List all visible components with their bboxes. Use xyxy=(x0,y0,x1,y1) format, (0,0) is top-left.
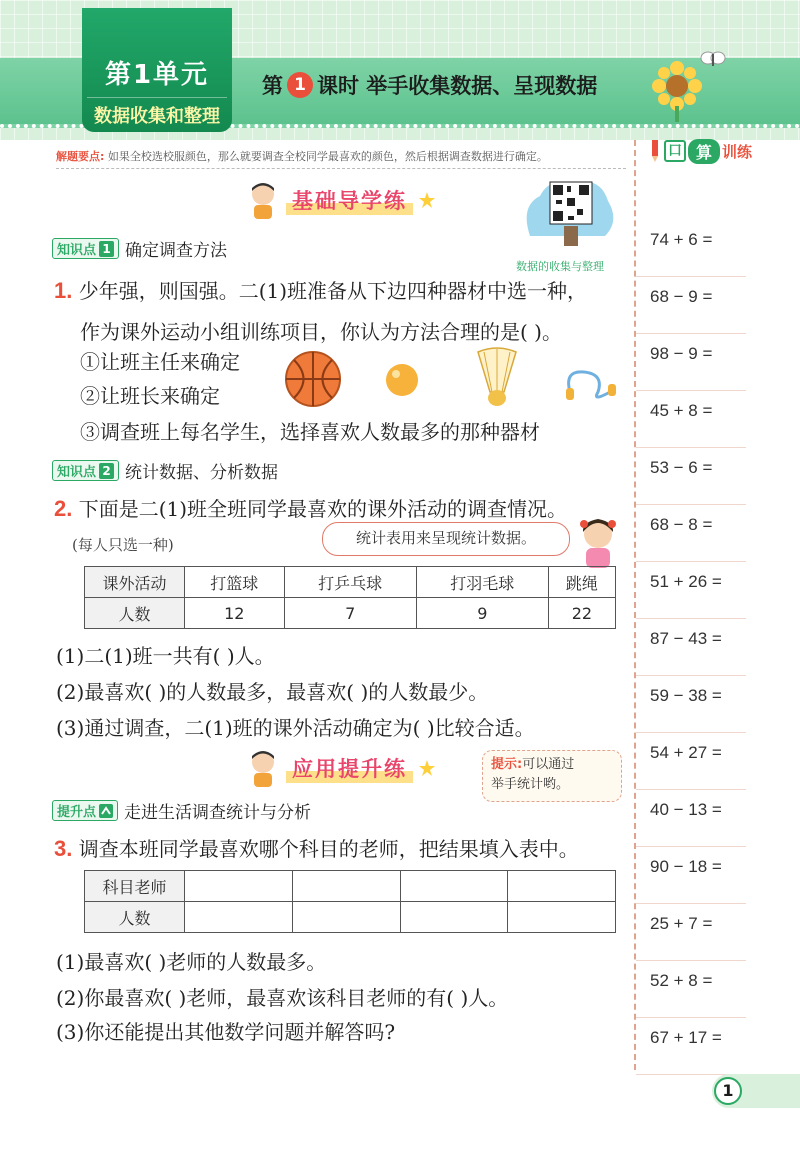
pencil-icon xyxy=(648,140,662,162)
question-2-number: 2. xyxy=(54,496,73,521)
calc-item: 54 + 27 = xyxy=(636,733,746,790)
question-1-line2: 作为课外运动小组训练项目，你认为方法合理的是( )。 xyxy=(80,320,562,344)
page-header xyxy=(0,0,800,140)
question-2-note: (每人只选一种) xyxy=(72,536,174,554)
oral-label-b: 算 xyxy=(688,139,720,164)
tip-text: 如果全校选校服颜色，那么就要调查全校同学最喜欢的颜色，然后根据调查数据进行确定。 xyxy=(107,150,548,163)
lesson-title xyxy=(262,70,597,100)
solution-tip xyxy=(56,148,626,169)
calc-item: 67 + 17 = xyxy=(636,1018,746,1075)
unit-box xyxy=(82,8,232,132)
calc-item: 45 + 8 = xyxy=(636,391,746,448)
kp3-tag-text: 提升点 xyxy=(57,805,97,820)
question-3-text: 调查本班同学最喜欢哪个科目的老师，把结果填入表中。 xyxy=(78,837,579,861)
calc-item: 98 − 9 = xyxy=(636,334,746,391)
tip-label: 解题要点: xyxy=(56,150,105,163)
question-2-sub-1[interactable]: (1)二(1)班一共有( )人。 xyxy=(56,644,275,668)
question-3-sub-2[interactable]: (2)你最喜欢( )老师，最喜欢该科目老师的有( )人。 xyxy=(56,986,509,1010)
calc-item: 51 + 26 = xyxy=(636,562,746,619)
table-cell: 12 xyxy=(185,598,285,629)
boy-icon xyxy=(246,180,280,220)
table-header-cell: 打乒乓球 xyxy=(284,567,416,598)
question-2-sub-3[interactable]: (3)通过调查，二(1)班的课外活动确定为( )比较合适。 xyxy=(56,716,535,740)
lesson-number: 1 xyxy=(287,72,313,98)
kp2-tag-text: 知识点 xyxy=(57,465,97,480)
table-empty-cell[interactable] xyxy=(508,902,616,933)
speech-bubble: 统计表用来呈现统计数据。 xyxy=(322,522,570,556)
table-row xyxy=(85,902,616,933)
table-empty-cell[interactable] xyxy=(400,871,508,902)
question-1-option-1: ①让班主任来确定 xyxy=(80,350,240,374)
question-1-line1 xyxy=(54,276,587,306)
oral-training-header xyxy=(648,138,752,164)
hint-text-1: 可以通过 xyxy=(522,757,575,772)
table-row-label: 人数 xyxy=(85,598,185,629)
kp1-tag xyxy=(52,238,119,259)
question-2-line1 xyxy=(54,494,567,524)
boy-icon xyxy=(246,748,280,788)
kp2-text: 统计数据、分析数据 xyxy=(125,463,279,483)
kp1-tag-text: 知识点 xyxy=(57,243,97,258)
table-header-cell: 跳绳 xyxy=(548,567,615,598)
star-icon xyxy=(419,192,435,208)
kp1-text: 确定调查方法 xyxy=(125,241,228,261)
knowledge-point-2 xyxy=(52,458,278,483)
hint-text-2: 举手统计哟。 xyxy=(491,777,570,792)
table-row xyxy=(85,567,616,598)
knowledge-point-1 xyxy=(52,236,227,261)
qr-code-icon xyxy=(520,176,616,246)
kp2-tag xyxy=(52,460,119,481)
table-cell: 9 xyxy=(416,598,548,629)
unit-subtitle: 数据收集和整理 xyxy=(87,97,227,132)
question-2-text: 下面是二(1)班全班同学最喜欢的课外活动的调查情况。 xyxy=(78,497,568,521)
calc-item: 68 − 9 = xyxy=(636,277,746,334)
calc-item: 74 + 6 = xyxy=(636,220,746,277)
lesson-prefix: 第 xyxy=(262,74,283,98)
calc-item: 52 + 8 = xyxy=(636,961,746,1018)
table-empty-cell[interactable] xyxy=(292,902,400,933)
table-empty-cell[interactable] xyxy=(185,871,293,902)
table-empty-cell[interactable] xyxy=(508,871,616,902)
calc-item: 87 − 43 = xyxy=(636,619,746,676)
butterfly-icon xyxy=(700,50,726,70)
kp3-text: 走进生活调查统计与分析 xyxy=(124,803,312,823)
jump-rope-icon xyxy=(564,362,620,402)
oral-label-a: 口 xyxy=(664,140,686,162)
question-2-sub-2[interactable]: (2)最喜欢( )的人数最多，最喜欢( )的人数最少。 xyxy=(56,680,489,704)
table-row-label: 人数 xyxy=(85,902,185,933)
question-3-sub-1[interactable]: (1)最喜欢( )老师的人数最多。 xyxy=(56,950,327,974)
girl-icon xyxy=(574,514,622,570)
kp3-tag xyxy=(52,800,118,821)
question-1-option-2: ②让班长来确定 xyxy=(80,384,220,408)
table-empty-cell[interactable] xyxy=(400,902,508,933)
calc-item: 25 + 7 = xyxy=(636,904,746,961)
question-1-text: 少年强，则国强。二(1)班准备从下边四种器材中选一种， xyxy=(78,279,588,303)
question-1-option-3: ③调查班上每名学生，选择喜欢人数最多的那种器材 xyxy=(80,420,540,444)
kp1-number: 1 xyxy=(99,241,114,257)
activity-table xyxy=(84,566,616,629)
subject-teacher-table xyxy=(84,870,616,933)
star-icon xyxy=(419,760,435,776)
table-header-cell: 打羽毛球 xyxy=(416,567,548,598)
table-cell: 22 xyxy=(548,598,615,629)
section-basic-title xyxy=(246,180,435,220)
calc-item: 40 − 13 = xyxy=(636,790,746,847)
shuttlecock-icon xyxy=(474,346,520,408)
question-3-number: 3. xyxy=(54,836,73,861)
improvement-point xyxy=(52,798,311,823)
lesson-title-text: 课时 举手收集数据、呈现数据 xyxy=(317,74,598,98)
arrow-up-icon xyxy=(99,804,113,818)
table-cell: 7 xyxy=(284,598,416,629)
question-3-line1 xyxy=(54,834,579,864)
section-advanced-text: 应用提升练 xyxy=(286,753,413,783)
table-header-cell: 打篮球 xyxy=(185,567,285,598)
table-row xyxy=(85,598,616,629)
calc-item: 90 − 18 = xyxy=(636,847,746,904)
hint-box xyxy=(482,750,622,802)
table-row-label: 科目老师 xyxy=(85,871,185,902)
section-advanced-title xyxy=(246,748,435,788)
section-basic-text: 基础导学练 xyxy=(286,185,413,215)
page-number: 1 xyxy=(714,1077,742,1105)
calc-item: 68 − 8 = xyxy=(636,505,746,562)
calc-item: 53 − 6 = xyxy=(636,448,746,505)
unit-title: 第1单元 xyxy=(104,60,210,90)
question-3-sub-3[interactable]: (3)你还能提出其他数学问题并解答吗? xyxy=(56,1020,396,1044)
table-empty-cell[interactable] xyxy=(185,902,293,933)
hint-label: 提示: xyxy=(491,757,523,772)
oral-label-c: 训练 xyxy=(722,142,753,161)
kp2-number: 2 xyxy=(99,463,114,479)
table-empty-cell[interactable] xyxy=(292,871,400,902)
question-1-number: 1. xyxy=(54,278,73,303)
calc-item: 59 − 38 = xyxy=(636,676,746,733)
basketball-icon xyxy=(284,350,342,408)
table-header-cell: 课外活动 xyxy=(85,567,185,598)
ping-pong-ball-icon xyxy=(384,362,420,398)
table-row xyxy=(85,871,616,902)
oral-calc-list xyxy=(636,220,746,1075)
qr-caption: 数据的收集与整理 xyxy=(516,260,604,273)
